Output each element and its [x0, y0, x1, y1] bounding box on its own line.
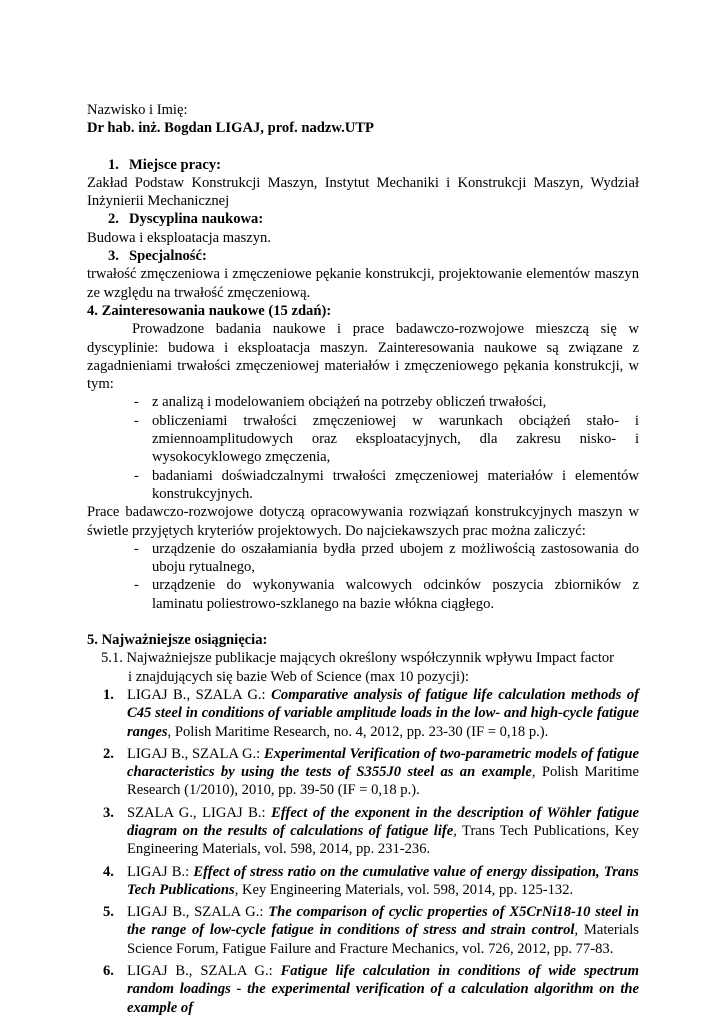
subsection-5-1 — [87, 649, 639, 686]
publication-item: 1. LIGAJ B., SZALA G.: Comparative analysis of fatigue life calculation methods of C45 steel in conditions of variable amplitude loads in the low- and high-cycle fatigue ranges, Polish Maritime Research, no. 4, 2012, pp. 23-30 (IF = 0,18 p.). — [103, 686, 639, 740]
person-name: Dr hab. inż. Bogdan LIGAJ, prof. nadzw.UTP — [87, 120, 374, 137]
publication-item: 2. LIGAJ B., SZALA G.: Experimental Verification of two-parametric models of fatigue characteristics by using the tests of S355J0 steel as an example, Polish Maritime Research (1/2010), 2010, pp. 39-50 (IF = 0,18 p.). — [103, 745, 639, 799]
list-item: - urządzenie do oszałamiania bydła przed ubojem z możliwością zastosowania do uboju rytualnego, — [134, 540, 639, 577]
section-4-paragraph-2: Prace badawczo-rozwojowe dotyczą opracowywania rozwiązań konstrukcyjnych maszyn w świetle przyjętych kryteriów projektowych. Do najciekawszych prac można zaliczyć: — [87, 504, 639, 539]
section-4-list-1 — [87, 393, 639, 503]
section-2-text: Budowa i eksploatacja maszyn. — [87, 229, 271, 246]
section-3-line-1: trwałość zmęczeniowa i zmęczeniowe pękanie konstrukcji, projektowanie elementów maszyn — [87, 266, 639, 283]
name-label: Nazwisko i Imię: — [87, 102, 188, 118]
subsection-5-1-line-2: i znajdujących się bazie Web of Science (max 10 pozycji): — [128, 668, 469, 685]
section-1-line-1: Zakład Podstaw Konstrukcji Maszyn, Instytut Mechaniki i Konstrukcji Maszyn, Wydział — [87, 174, 639, 191]
list-item: - obliczeniami trwałości zmęczeniowej w warunkach obciążeń stało- i zmiennoamplitudowych oraz eksploatacyjnych, dla zakresu nisko- i wysokocyklowego zmęczenia, — [134, 412, 639, 467]
publication-item: 5. LIGAJ B., SZALA G.: The comparison of cyclic properties of X5CrNi18-10 steel in the range of low-cycle fatigue in conditions of stress and strain control, Materials Science Forum, Fatigue Failure and Fracture Mechanics, vol. 726, 2012, pp. 77-83. — [103, 904, 639, 957]
publication-item: 4. LIGAJ B.: Effect of stress ratio on the cumulative value of energy dissipation, Trans Tech Publications, Key Engineering Materials, vol. 598, 2014, pp. 125-132. — [103, 863, 639, 898]
publication-item: 3. SZALA G., LIGAJ B.: Effect of the exponent in the description of Wöhler fatigue diagram on the results of calculations of fatigue life, Trans Tech Publications, Key Engineering Materials, vol. 598, 2014, pp. 231-236. — [103, 804, 639, 858]
list-item: - badaniami doświadczalnymi trwałości zmęczeniowej materiałów i elementów konstrukcyjnych. — [134, 467, 639, 504]
document-body — [87, 101, 639, 1021]
section-3-heading: 3. Specjalność: — [108, 248, 207, 265]
section-4-list-2 — [87, 540, 639, 613]
section-1-line-2: Inżynierii Mechanicznej — [87, 193, 230, 210]
section-1-heading: 1. Miejsce pracy: — [108, 156, 221, 173]
section-4-heading: 4. Zainteresowania naukowe (15 zdań): — [87, 302, 332, 319]
publication-list — [87, 686, 639, 1017]
section-3-line-2: ze względu na trwałość zmęczeniową. — [87, 284, 311, 301]
section-4-paragraph-1: Prowadzone badania naukowe i prace badawczo-rozwojowe mieszczą się w dyscyplinie: budowa i eksploatacja maszyn. Zainteresowania naukowe są związane z zagadnieniami trwałości zmęczeniowej materiałów i zmęczeniowego pękania konstrukcji, w tym: — [87, 321, 639, 393]
section-5-heading: 5. Najważniejsze osiągnięcia: — [87, 632, 268, 649]
section-2-heading: 2. Dyscyplina naukowa: — [108, 211, 264, 228]
list-item: - z analizą i modelowaniem obciążeń na potrzeby obliczeń trwałości, — [134, 393, 639, 411]
subsection-5-1-line-1: 5.1. Najważniejsze publikacje mających określony współczynnik wpływu Impact factor — [101, 650, 615, 667]
list-item: - urządzenie do wykonywania walcowych odcinków poszycia zbiorników z laminatu poliestrowo-szklanego na bazie włókna ciągłego. — [134, 576, 639, 613]
publication-item: 6. LIGAJ B., SZALA G.: Fatigue life calculation in conditions of wide spectrum random loadings - the experimental verification of a calculation algorithm on the example of — [103, 963, 639, 1016]
